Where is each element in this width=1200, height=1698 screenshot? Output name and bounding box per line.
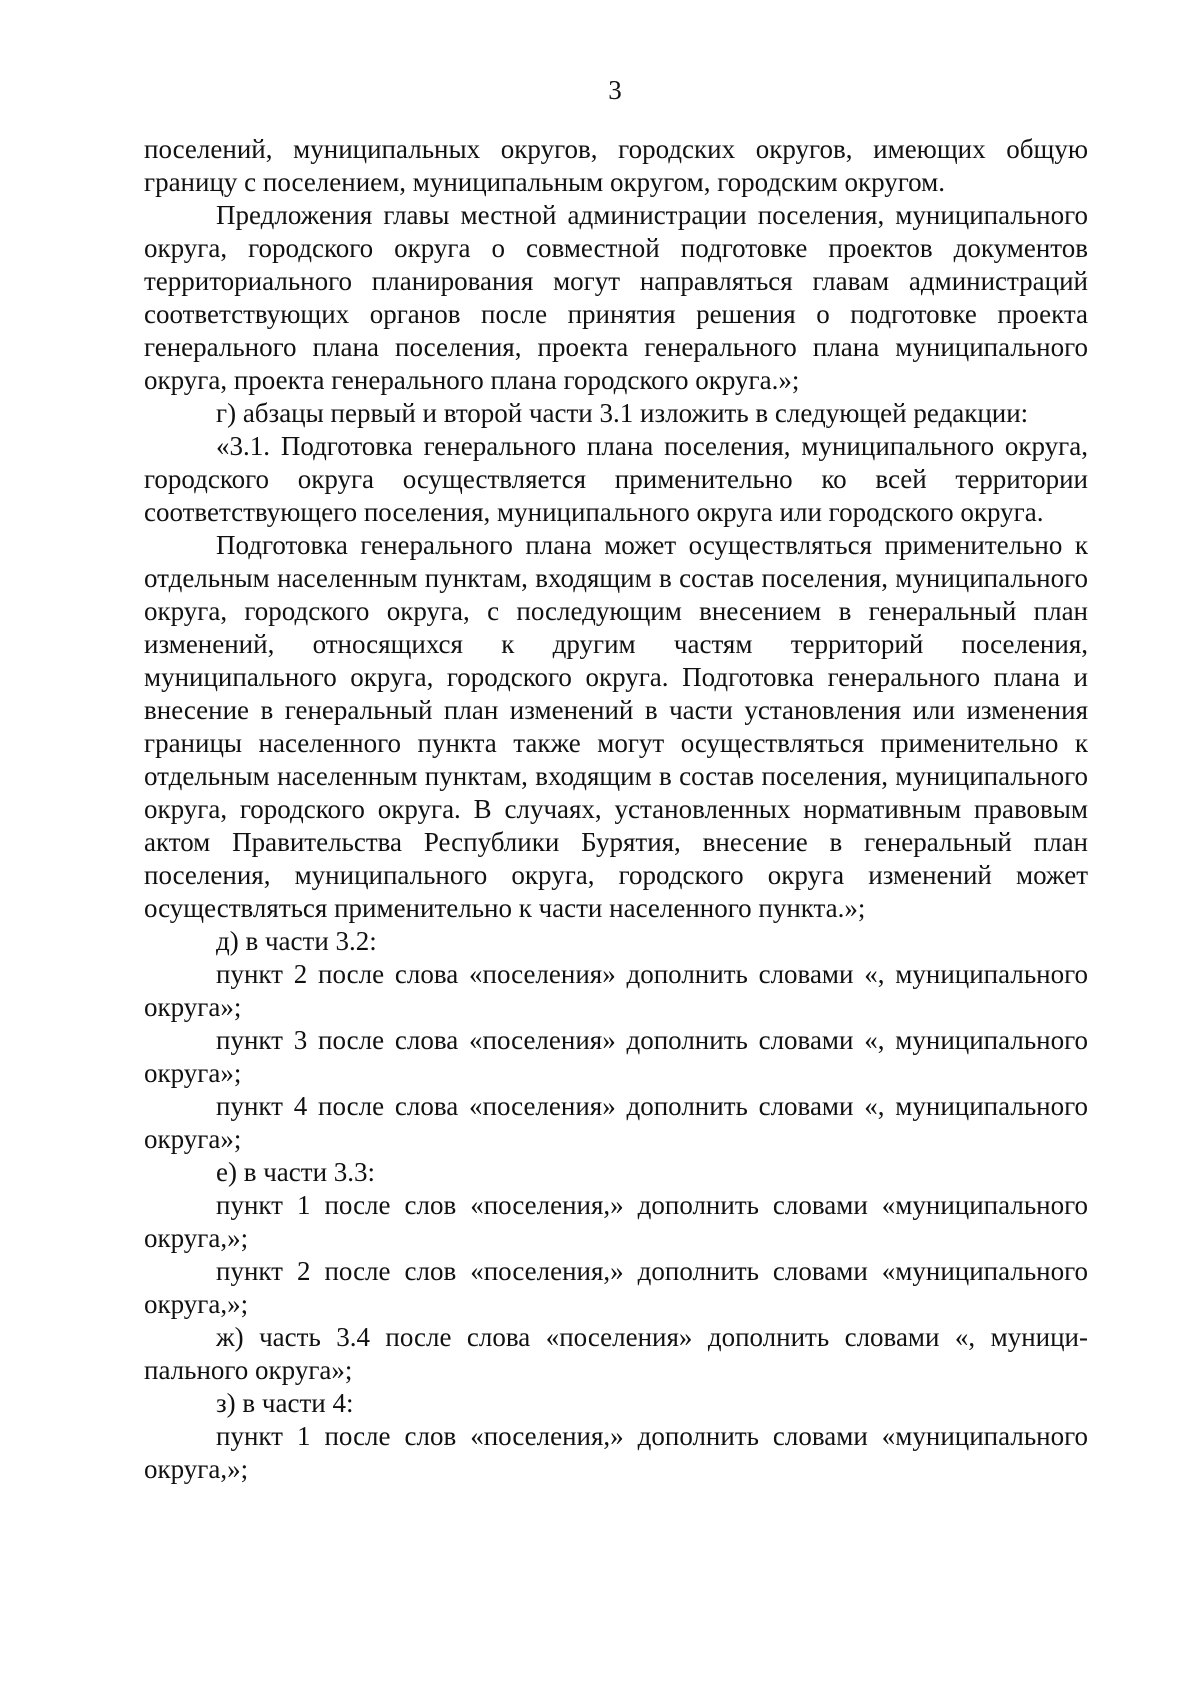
paragraph-14: з) в части 4: — [216, 1388, 354, 1418]
paragraph-1: поселений, муниципальных округов, городских округов, имеющих общую границу с поселением, муниципальным округом, городским округом. — [144, 134, 1088, 197]
paragraph-11: пункт 1 после слов «поселения,» дополнить словами «муниципального округа,»; — [144, 1190, 1088, 1253]
page-number: 3 — [608, 75, 622, 105]
paragraph-6: д) в части 3.2: — [216, 926, 377, 956]
paragraph-10: е) в части 3.3: — [216, 1157, 376, 1187]
paragraph-3: г) абзацы первый и второй части 3.1 изложить в следующей редакции: — [216, 398, 1029, 428]
paragraph-9: пункт 4 после слова «поселения» дополнить словами «, муниципального округа»; — [144, 1091, 1088, 1154]
paragraph-7: пункт 2 после слова «поселения» дополнить словами «, муниципального округа»; — [144, 959, 1088, 1022]
paragraph-13: ж) часть 3.4 после слова «поселения» дополнить словами «, муниципального округа»; — [144, 1322, 1088, 1385]
document-body — [144, 133, 1088, 1486]
paragraph-12: пункт 2 после слов «поселения,» дополнить словами «муниципального округа,»; — [144, 1256, 1088, 1319]
paragraph-4: «3.1. Подготовка генерального плана поселения, муниципального округа, городского округа осуществляется применительно ко всей территории соответствующего поселения, муниципального округа или городского округа. — [144, 431, 1088, 527]
paragraph-8: пункт 3 после слова «поселения» дополнить словами «, муниципального округа»; — [144, 1025, 1088, 1088]
paragraph-15: пункт 1 после слов «поселения,» дополнить словами «муниципального округа,»; — [144, 1421, 1088, 1484]
paragraph-5: Подготовка генерального плана может осуществляться применительно к отдельным населенным пунктам, входящим в состав поселения, муниципального округа, городского округа, с последующим внесением в генеральный план изменений, относящихся к другим частям территорий поселения, муниципального округа, городского округа. Подготовка генерального плана и внесение в генеральный план изменений в части установления или изменения границы населенного пункта также могут осуществляться применительно к отдельным населенным пунктам, входящим в состав поселения, муниципального округа, городского округа. В случаях, установленных нормативным правовым актом Правительства Республики Бурятия, внесение в генеральный план поселения, муниципального округа, городского округа изменений может осуществляться применительно к части населенного пункта.»; — [144, 530, 1088, 923]
paragraph-2: Предложения главы местной администрации поселения, муниципального округа, городского округа о совместной подготовке проектов документов территориального планирования могут направляться главам администраций соответствующих органов после принятия решения о подготовке проекта генерального плана поселения, проекта генерального плана муниципального округа, проекта генерального плана городского округа.»; — [144, 200, 1088, 395]
